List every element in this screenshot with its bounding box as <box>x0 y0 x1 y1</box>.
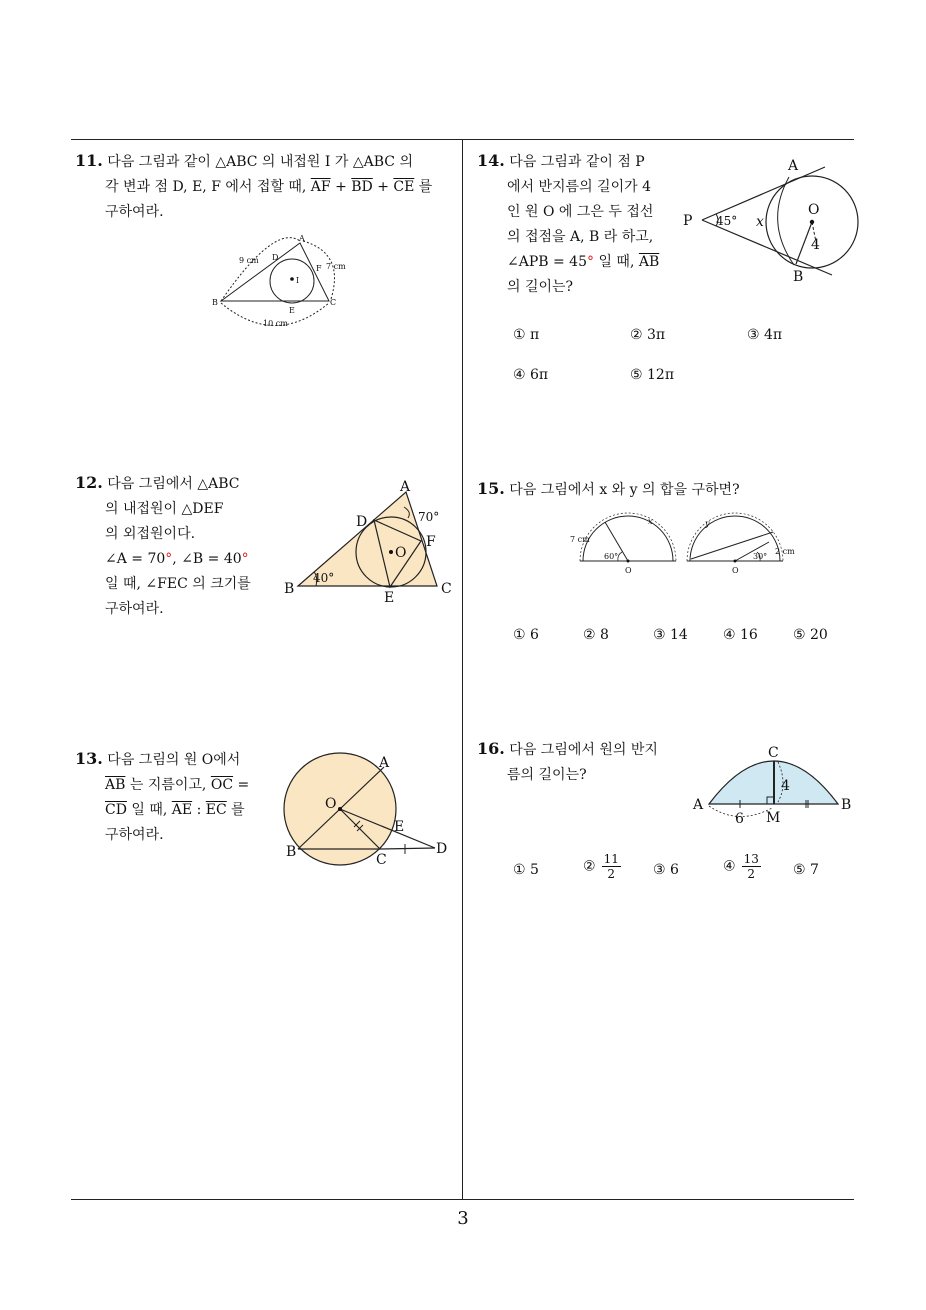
label-b: B <box>841 797 852 813</box>
label-o: O <box>325 796 337 812</box>
label-a: A <box>788 158 799 174</box>
degree-mark: ° <box>241 551 249 567</box>
label-o: O <box>808 202 820 218</box>
problem-12-line1 <box>75 470 271 497</box>
length-ab: 9 cm <box>239 256 259 265</box>
problem-12-number: 12. <box>75 473 103 492</box>
problem-13-text2: 는 지름이고, <box>129 777 207 793</box>
problem-15-choices <box>513 627 843 651</box>
problem-14-text1: 다음 그림과 같이 점 P <box>509 154 645 170</box>
choice-4[interactable]: ④ 6π <box>513 367 549 383</box>
label-x: x <box>756 214 764 230</box>
problem-15-text: 다음 그림에서 x 와 y 의 합을 구하면? <box>509 482 740 498</box>
problem-12-line4 <box>75 547 271 572</box>
problem-13-text4: 구하여라. <box>105 827 164 843</box>
problem-11-text2: 각 변과 점 D, E, F 에서 접할 때, <box>105 179 307 195</box>
label-c: C <box>330 298 337 307</box>
page-number: 3 <box>457 1208 469 1229</box>
problem-15-figure-left <box>568 512 683 577</box>
arc-ec: $\overline{EC}$ <box>205 802 227 818</box>
label-e: E <box>289 306 295 315</box>
choice-3[interactable]: ③ 14 <box>653 627 688 643</box>
label-d: D <box>356 514 368 530</box>
problem-16-figure <box>688 740 858 828</box>
label-d: D <box>272 253 279 262</box>
problem-15-figure-right <box>683 512 798 577</box>
plus-sign: + <box>335 179 347 195</box>
fraction <box>742 852 761 881</box>
choice-1[interactable]: ① π <box>513 327 540 343</box>
segment-oc: $\overline{OC}$ <box>210 777 234 793</box>
fraction-denominator: 2 <box>607 867 616 881</box>
label-p: P <box>683 213 693 229</box>
problem-11-number: 11. <box>75 151 103 170</box>
fraction <box>602 852 621 881</box>
label-m: M <box>766 810 781 826</box>
problem-14-figure <box>680 152 860 287</box>
problem-13-text1: 다음 그림의 원 O에서 <box>107 752 241 768</box>
problem-11-line2 <box>75 175 460 200</box>
problem-13-line2 <box>75 773 271 798</box>
problem-11-figure <box>205 233 365 328</box>
label-b: B <box>286 844 297 860</box>
choice-1[interactable]: ① 5 <box>513 862 539 878</box>
choice-2[interactable] <box>583 852 621 881</box>
problem-11 <box>75 148 460 225</box>
choice-4[interactable] <box>723 852 761 881</box>
problem-14-text6: 의 길이는? <box>507 279 574 295</box>
fraction-numerator: 11 <box>603 852 619 866</box>
label-f: F <box>426 534 436 550</box>
problem-11-text2b: 를 <box>418 179 433 195</box>
column-divider <box>462 139 463 1200</box>
label-o: O <box>395 545 407 561</box>
right-angle-label: 30° <box>753 552 768 561</box>
equals-sign: = <box>237 777 250 793</box>
label-o-left: O <box>625 566 632 575</box>
problem-13-number: 13. <box>75 749 103 768</box>
height-label: 4 <box>781 778 790 794</box>
bottom-rule <box>71 1199 854 1200</box>
problem-14-text4: 의 접점을 A, B 라 하고, <box>507 229 654 245</box>
label-e: E <box>394 819 405 835</box>
arc-ab: $\overline{AB}$ <box>638 254 660 270</box>
arc-ae: $\overline{AE}$ <box>171 802 193 818</box>
label-c: C <box>441 581 452 597</box>
choice-5[interactable]: ⑤ 7 <box>793 862 819 878</box>
degree-mark: ° <box>587 254 594 270</box>
segment-cd: $\overline{CD}$ <box>105 802 127 818</box>
problem-14-choices <box>513 327 843 397</box>
angle-a-text: ∠A = 70 <box>105 551 166 567</box>
problem-11-line3: 구하여라. <box>105 204 164 220</box>
angle-b-text: , ∠B = 40 <box>172 551 242 567</box>
segment-bd: $\overline{BD}$ <box>351 179 373 195</box>
length-ac: 7 cm <box>326 262 346 271</box>
problem-14-text2: 에서 반지름의 길이가 4 <box>507 179 651 195</box>
plus-sign: + <box>377 179 389 195</box>
label-o-right: O <box>732 566 739 575</box>
angle-apb-text: ∠APB = 45 <box>507 254 587 270</box>
problem-12-text1: 다음 그림에서 △ABC <box>107 476 240 492</box>
label-i: I <box>296 276 300 285</box>
problem-12-figure <box>280 476 460 606</box>
right-length-label: 2 cm <box>775 547 795 556</box>
left-angle-label: 60° <box>604 552 619 561</box>
choice-4-label: ④ <box>723 858 736 875</box>
problem-13-line1 <box>75 746 271 773</box>
problem-12 <box>75 470 271 622</box>
problem-13-text3b: 를 <box>231 802 245 818</box>
ratio-colon: : <box>196 802 202 818</box>
problem-16 <box>477 736 687 788</box>
problem-14-text3: 인 원 O 에 그은 두 접선 <box>507 204 654 220</box>
problem-12-text2: 의 내접원이 △DEF <box>105 501 224 517</box>
problem-15-number: 15. <box>477 479 505 498</box>
fraction-numerator: 13 <box>743 852 759 866</box>
problem-15 <box>477 476 857 503</box>
label-a: A <box>693 797 704 813</box>
choice-4[interactable]: ④ 16 <box>723 627 758 643</box>
choice-2[interactable]: ② 8 <box>583 627 609 643</box>
problem-16-line1 <box>477 736 687 763</box>
label-y: y <box>705 519 710 528</box>
choice-3[interactable]: ③ 4π <box>747 327 783 343</box>
label-b: B <box>212 298 218 307</box>
label-e: E <box>384 590 395 606</box>
label-c: C <box>768 745 779 761</box>
label-x: x <box>648 517 653 526</box>
radius-label: 4 <box>811 237 820 253</box>
problem-14-line1 <box>477 148 677 175</box>
problem-11-line1 <box>75 148 460 175</box>
angle-label: 45° <box>716 214 738 228</box>
problem-14-line5 <box>477 250 677 275</box>
degree-mark: ° <box>165 551 173 567</box>
length-bc: 10 cm <box>263 319 288 328</box>
choice-2[interactable]: ② 3π <box>630 327 666 343</box>
problem-13 <box>75 746 271 848</box>
label-b: B <box>284 581 295 597</box>
choice-5[interactable]: ⑤ 12π <box>630 367 675 383</box>
fraction-denominator: 2 <box>747 867 756 881</box>
problem-13-figure <box>280 745 455 870</box>
segment-af: $\overline{AF}$ <box>310 179 331 195</box>
angle-b-label: 40° <box>313 571 335 585</box>
choice-5[interactable]: ⑤ 20 <box>793 627 828 643</box>
choice-3[interactable]: ③ 6 <box>653 862 679 878</box>
problem-16-number: 16. <box>477 739 505 758</box>
choice-1[interactable]: ① 6 <box>513 627 539 643</box>
problem-16-text2: 름의 길이는? <box>507 767 587 783</box>
label-f: F <box>316 264 322 273</box>
label-a: A <box>299 234 305 243</box>
angle-a-label: 70° <box>418 510 440 524</box>
problem-14-text5: 일 때, <box>598 254 635 270</box>
half-chord-label: 6 <box>735 811 744 827</box>
label-c: C <box>376 852 387 868</box>
label-a: A <box>400 479 411 495</box>
problem-16-text1: 다음 그림에서 원의 반지 <box>509 742 658 758</box>
problem-12-text5: 일 때, ∠FEC 의 크기를 <box>105 576 251 592</box>
problem-11-text1: 다음 그림과 같이 △ABC 의 내접원 I 가 △ABC 의 <box>107 154 413 170</box>
problem-12-text6: 구하여라. <box>105 601 164 617</box>
left-length-label: 7 cm <box>570 535 590 544</box>
problem-13-line3 <box>75 798 271 823</box>
label-b: B <box>793 269 804 285</box>
problem-14 <box>477 148 677 300</box>
choice-2-label: ② <box>583 858 596 875</box>
label-d: D <box>436 841 448 857</box>
segment-ce: $\overline{CE}$ <box>393 179 415 195</box>
problem-16-choices <box>513 852 843 892</box>
problem-12-text3: 의 외접원이다. <box>105 526 196 542</box>
problem-14-number: 14. <box>477 151 505 170</box>
segment-ab: $\overline{AB}$ <box>105 777 126 793</box>
label-a: A <box>379 755 390 771</box>
problem-13-text3: 일 때, <box>131 802 168 818</box>
